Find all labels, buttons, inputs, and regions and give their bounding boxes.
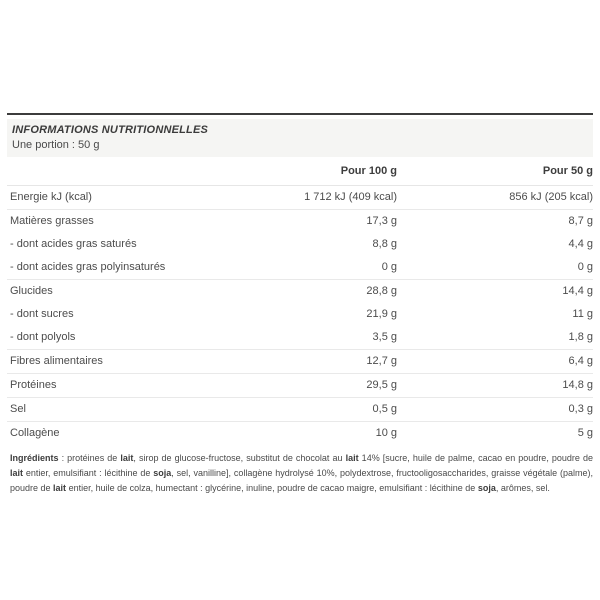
nutrition-table — [7, 160, 593, 445]
ingredient-run: 14% [sucre, huile de palme, cacao en poudre, poudre de — [358, 453, 593, 463]
row-value-per50g: 6,4 g — [397, 350, 593, 374]
row-label: Matières grasses — [10, 215, 94, 227]
row-label: - dont acides gras saturés — [10, 238, 137, 250]
ingredient-allergen: lait — [120, 453, 134, 463]
table-row — [7, 326, 593, 350]
row-value-per100g: 17,3 g — [366, 215, 397, 227]
col-header-per50g: Pour 50 g — [397, 160, 593, 186]
row-value-per100g: 29,5 g — [247, 374, 397, 398]
table-row — [7, 256, 593, 280]
row-value-per100g: 10 g — [375, 427, 397, 439]
ingredient-allergen: soja — [153, 468, 172, 478]
row-label: Fibres alimentaires — [7, 350, 247, 374]
row-label: - dont acides gras polyinsaturés — [7, 256, 247, 280]
row-value-per50g: 856 kJ (205 kcal) — [397, 186, 593, 210]
table-row — [7, 303, 593, 326]
ingredient-run: , sel, vanilline], collagène hydrolysé 10%, polydextrose, fructooligosaccharides, graisse végétale (palme), poudre de — [10, 468, 593, 493]
row-value-per100g: 8,8 g — [372, 238, 397, 250]
table-row — [7, 374, 593, 398]
row-value-per50g: 14,4 g — [562, 285, 593, 297]
table-row — [7, 186, 593, 210]
table-row — [7, 350, 593, 374]
row-value-per50g: 4,4 g — [568, 238, 593, 250]
ingredient-run: , sirop de glucose-fructose, substitut de chocolat au — [133, 453, 346, 463]
ingredient-run: entier, emulsifiant : lécithine de — [23, 468, 154, 478]
row-label: Energie kJ (kcal) — [7, 186, 247, 210]
row-label: Collagène — [10, 427, 60, 439]
row-value-per100g: 0 g — [247, 256, 397, 280]
col-header-per100g: Pour 100 g — [247, 160, 397, 186]
row-label: - dont sucres — [10, 308, 74, 320]
row-value-per50g: 0 g — [397, 256, 593, 280]
row-value-per50g: 11 g — [572, 308, 593, 320]
row-value-per50g: 14,8 g — [397, 374, 593, 398]
row-value-per50g: 1,8 g — [397, 326, 593, 350]
header-spacer — [7, 160, 247, 186]
section-header — [7, 119, 593, 157]
ingredient-allergen: lait — [10, 468, 24, 478]
section-title: INFORMATIONS NUTRITIONNELLES — [12, 124, 209, 136]
ingredient-run: entier, huile de colza, humectant : glycérine, inuline, poudre de cacao maigre, emulsifiant : lécithine de — [66, 483, 478, 493]
ingredient-run: , arômes, sel. — [495, 483, 550, 493]
table-row — [7, 398, 593, 422]
row-value-per50g: 8,7 g — [568, 215, 593, 227]
ingredient-allergen: lait — [345, 453, 359, 463]
row-value-per100g: 0,5 g — [247, 398, 397, 422]
ingredient-allergen: lait — [53, 483, 67, 493]
table-body — [7, 186, 593, 446]
row-value-per100g: 3,5 g — [247, 326, 397, 350]
ingredients-text — [7, 451, 593, 496]
row-label: - dont polyols — [7, 326, 247, 350]
table-row — [7, 422, 593, 446]
ingredient-allergen: Ingrédients — [10, 453, 59, 463]
table-row — [7, 210, 593, 234]
table-row — [7, 280, 593, 304]
table-header-row — [7, 160, 593, 186]
row-value-per100g: 1 712 kJ (409 kcal) — [247, 186, 397, 210]
row-label: Glucides — [10, 285, 53, 297]
row-label: Protéines — [7, 374, 247, 398]
row-value-per100g: 28,8 g — [366, 285, 397, 297]
row-value-per50g: 0,3 g — [397, 398, 593, 422]
ingredient-run: : protéines de — [58, 453, 121, 463]
row-value-per100g: 21,9 g — [366, 308, 397, 320]
row-label: Sel — [7, 398, 247, 422]
ingredient-allergen: soja — [477, 483, 496, 493]
row-value-per100g: 12,7 g — [247, 350, 397, 374]
nutrition-panel — [7, 113, 593, 496]
row-value-per50g: 5 g — [577, 427, 593, 439]
table-row — [7, 233, 593, 256]
section-top-divider — [7, 113, 593, 115]
portion-label: Une portion : 50 g — [12, 139, 100, 151]
